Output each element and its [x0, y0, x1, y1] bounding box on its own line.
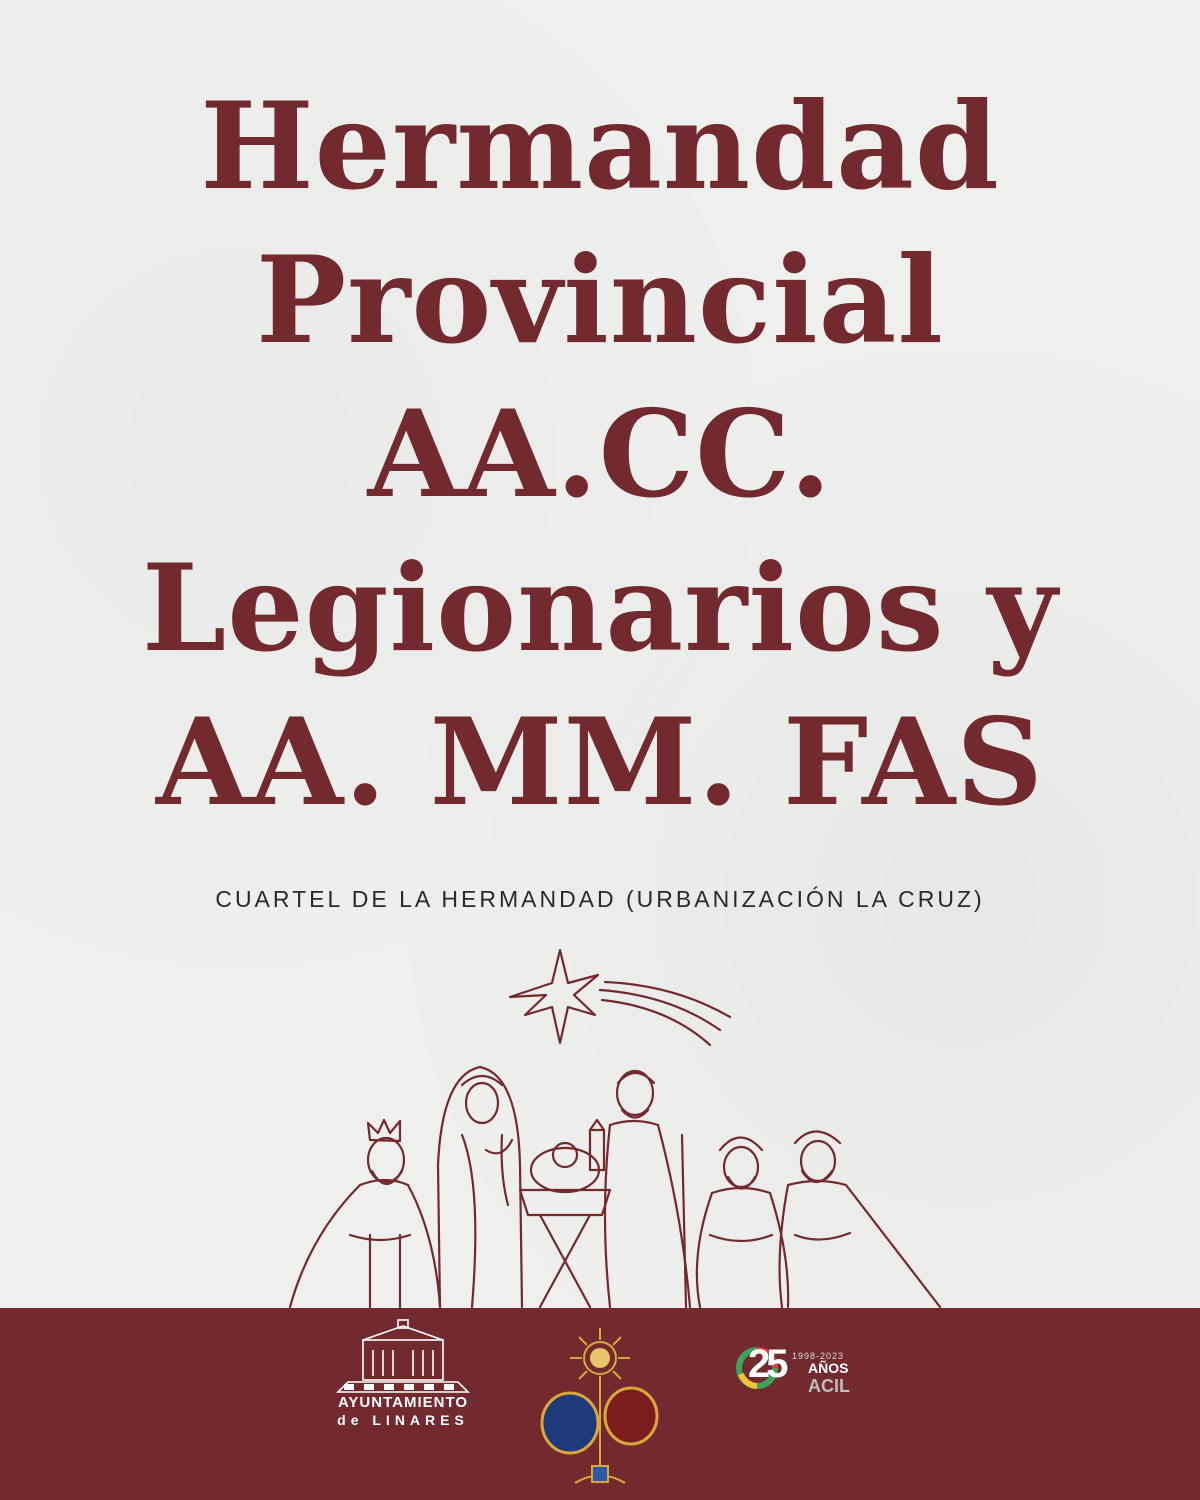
manger-icon	[520, 1143, 610, 1307]
wise-man-icon	[697, 1138, 788, 1308]
title-line-5: AA. MM. FAS	[156, 692, 1044, 833]
joseph-icon	[590, 1071, 690, 1307]
title-line-4: Legionarios y	[141, 538, 1059, 679]
shepherd-icon	[780, 1132, 940, 1308]
title-line-3: AA.CC.	[367, 384, 833, 525]
title-line-1: Hermandad	[200, 76, 1000, 217]
nativity-illustration	[250, 935, 950, 1315]
brotherhood-crest-icon	[535, 1318, 665, 1500]
anniversary-word: AÑOS	[808, 1360, 849, 1376]
anniversary-years: 1998-2023	[792, 1351, 845, 1361]
star-icon	[510, 950, 730, 1045]
anniversary-org: ACIL	[808, 1376, 850, 1396]
king-icon	[290, 1120, 440, 1307]
subtitle: CUARTEL DE LA HERMANDAD (URBANIZACIÓN LA CRUZ)	[215, 886, 985, 912]
title-line-2: Provincial	[255, 230, 945, 371]
page-title	[0, 70, 1200, 840]
mary-icon	[438, 1067, 522, 1307]
ayuntamiento-name: AYUNTAMIENTO	[337, 1394, 469, 1411]
anniversary-number: 25	[748, 1342, 785, 1386]
ayuntamiento-city: de LINARES	[337, 1412, 469, 1428]
